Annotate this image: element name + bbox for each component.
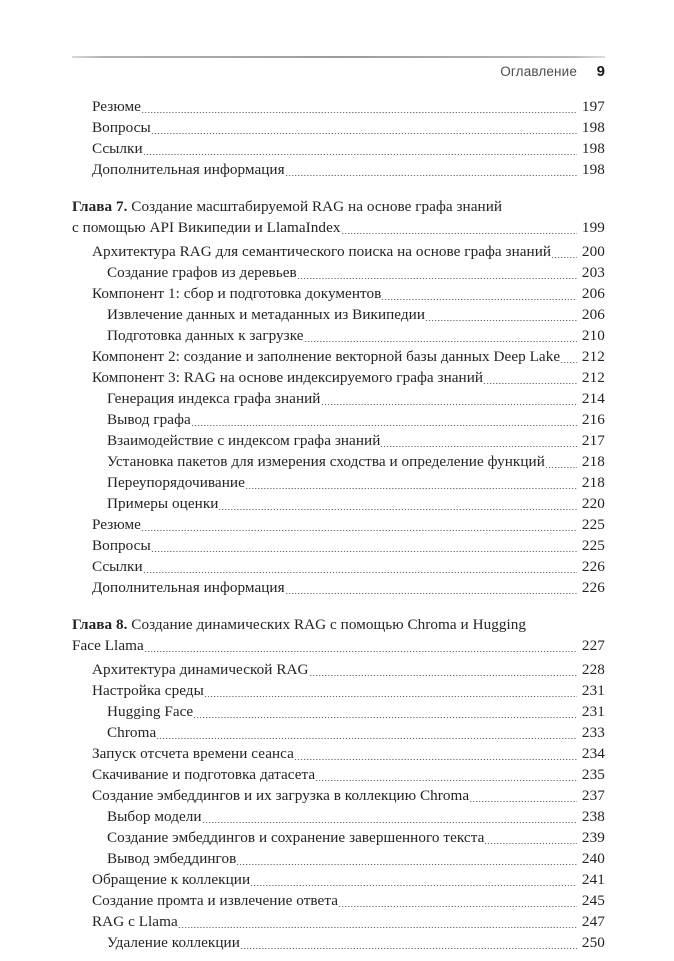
dot-leader	[178, 927, 577, 928]
toc-entry-label: Face Llama	[72, 637, 144, 654]
toc-entry-page-number: 231	[581, 682, 605, 699]
toc-entry[interactable]	[0, 911, 674, 932]
toc-entry[interactable]	[0, 430, 674, 451]
toc-entry-label: Вопросы	[92, 119, 151, 136]
toc-entry[interactable]	[0, 304, 674, 325]
table-of-contents-list	[0, 96, 674, 953]
toc-entry-page-number: 198	[581, 140, 605, 157]
toc-entry-label: Вопросы	[92, 537, 151, 554]
dot-leader	[240, 948, 577, 949]
dot-leader	[341, 233, 577, 234]
toc-entry-label: Создание эмбеддингов и сохранение завершенного текста	[107, 829, 485, 846]
toc-entry[interactable]	[0, 409, 674, 430]
toc-entry-page-number: 218	[581, 474, 605, 491]
toc-chapter-entry[interactable]	[0, 635, 674, 656]
dot-leader	[469, 801, 577, 802]
toc-entry-label	[72, 614, 526, 635]
toc-entry[interactable]	[0, 577, 674, 598]
toc-entry-page-number: 218	[581, 453, 605, 470]
dot-leader	[321, 404, 578, 405]
header-divider	[72, 56, 605, 58]
toc-entry[interactable]	[0, 827, 674, 848]
toc-entry-page-number: 245	[581, 892, 605, 909]
toc-entry-page-number: 198	[581, 119, 605, 136]
toc-entry-page-number: 216	[581, 411, 605, 428]
dot-leader	[144, 651, 577, 652]
dot-leader	[236, 864, 577, 865]
folio-page-number: 9	[596, 63, 605, 80]
toc-entry-label: Ссылки	[92, 140, 143, 157]
dot-leader	[545, 467, 577, 468]
toc-entry-label: Примеры оценки	[107, 495, 219, 512]
toc-entry-page-number: 217	[581, 432, 605, 449]
toc-entry-page-number: 237	[581, 787, 605, 804]
section-spacer	[0, 598, 674, 614]
toc-entry-label: Ссылки	[92, 558, 143, 575]
toc-entry-page-number: 199	[581, 219, 605, 236]
toc-entry-label: Создание графов из деревьев	[107, 264, 297, 281]
toc-entry[interactable]	[0, 556, 674, 577]
toc-entry-page-number: 225	[581, 516, 605, 533]
toc-entry-page-number: 225	[581, 537, 605, 554]
toc-entry[interactable]	[0, 283, 674, 304]
dot-leader	[297, 278, 577, 279]
toc-entry-label: Запуск отсчета времени сеанса	[92, 745, 294, 762]
toc-entry-page-number: 235	[581, 766, 605, 783]
running-head	[72, 52, 605, 86]
dot-leader	[381, 299, 577, 300]
toc-entry-label: Вывод эмбеддингов	[107, 850, 237, 867]
toc-entry[interactable]	[0, 659, 674, 680]
toc-entry-label: Вывод графа	[107, 411, 191, 428]
dot-leader	[304, 341, 577, 342]
toc-entry-label: Обращение к коллекции	[92, 871, 251, 888]
toc-entry-page-number: 247	[581, 913, 605, 930]
dot-leader	[294, 759, 577, 760]
toc-entry-label: Дополнительная информация	[92, 161, 285, 178]
toc-entry[interactable]	[0, 451, 674, 472]
toc-entry-label: Резюме	[92, 98, 141, 115]
toc-entry-label: Резюме	[92, 516, 141, 533]
toc-entry-label: Взаимодействие с индексом графа знаний	[107, 432, 381, 449]
running-head-title: Оглавление	[500, 64, 577, 79]
toc-entry-label: Переупорядочивание	[107, 474, 245, 491]
toc-entry-page-number: 231	[581, 703, 605, 720]
toc-entry[interactable]	[0, 932, 674, 953]
toc-entry-label: Скачивание и подготовка датасета	[92, 766, 316, 783]
toc-entry-label: Настройка среды	[92, 682, 204, 699]
toc-entry-label: Компонент 1: сбор и подготовка документов	[92, 285, 382, 302]
toc-entry-label: Создание промта и извлечение ответа	[92, 892, 339, 909]
toc-entry[interactable]	[0, 262, 674, 283]
dot-leader	[202, 822, 577, 823]
toc-entry-page-number: 206	[581, 306, 605, 323]
toc-entry[interactable]	[0, 96, 674, 117]
dot-leader	[191, 425, 577, 426]
running-head-line	[500, 63, 605, 80]
toc-entry[interactable]	[0, 743, 674, 764]
dot-leader	[484, 843, 577, 844]
toc-entry-label: Chroma	[107, 724, 157, 741]
dot-leader	[425, 320, 577, 321]
toc-entry-label: Извлечение данных и метаданных из Википедии	[107, 306, 426, 323]
toc-entry-page-number: 234	[581, 745, 605, 762]
toc-entry-page-number: 227	[581, 637, 605, 654]
toc-entry[interactable]	[0, 722, 674, 743]
toc-entry-label: с помощью API Википедии и LlamaIndex	[72, 219, 341, 236]
dot-leader	[285, 593, 577, 594]
toc-chapter-title-text: Создание динамических RAG с помощью Chroma и Hugging	[127, 616, 527, 633]
toc-entry[interactable]	[0, 785, 674, 806]
toc-entry-label: Компонент 3: RAG на основе индексируемого графа знаний	[92, 369, 484, 386]
toc-chapter-title-line[interactable]	[0, 196, 674, 217]
toc-entry-page-number: 241	[581, 871, 605, 888]
toc-entry-label: RAG с Llama	[92, 913, 178, 930]
toc-entry[interactable]	[0, 159, 674, 180]
toc-entry[interactable]	[0, 493, 674, 514]
section-spacer	[0, 180, 674, 196]
toc-entry-page-number: 226	[581, 558, 605, 575]
dot-leader	[156, 738, 577, 739]
toc-entry-label: Создание эмбеддингов и их загрузка в коллекцию Chroma	[92, 787, 470, 804]
toc-entry-page-number: 212	[581, 369, 605, 386]
toc-entry[interactable]	[0, 388, 674, 409]
toc-entry[interactable]	[0, 680, 674, 701]
dot-leader	[560, 362, 577, 363]
toc-entry[interactable]	[0, 514, 674, 535]
toc-chapter-title-line[interactable]	[0, 614, 674, 635]
toc-entry[interactable]	[0, 764, 674, 785]
toc-entry-page-number: 250	[581, 934, 605, 951]
toc-entry-page-number: 210	[581, 327, 605, 344]
toc-entry-page-number: 228	[581, 661, 605, 678]
toc-entry[interactable]	[0, 346, 674, 367]
dot-leader	[245, 488, 577, 489]
toc-entry-label: Архитектура динамической RAG	[92, 661, 309, 678]
dot-leader	[218, 509, 577, 510]
toc-entry[interactable]	[0, 848, 674, 869]
toc-chapter-title-text: Создание масштабируемой RAG на основе графа знаний	[127, 198, 503, 215]
toc-chapter-entry[interactable]	[0, 217, 674, 238]
toc-entry-label: Выбор модели	[107, 808, 202, 825]
dot-leader	[483, 383, 577, 384]
toc-entry-label: Hugging Face	[107, 703, 194, 720]
toc-entry[interactable]	[0, 890, 674, 911]
toc-entry-page-number: 220	[581, 495, 605, 512]
toc-entry[interactable]	[0, 325, 674, 346]
toc-entry-page-number: 238	[581, 808, 605, 825]
toc-entry-page-number: 226	[581, 579, 605, 596]
toc-entry-page-number: 200	[581, 243, 605, 260]
dot-leader	[193, 717, 577, 718]
toc-entry[interactable]	[0, 138, 674, 159]
dot-leader	[151, 551, 577, 552]
toc-entry-page-number: 214	[581, 390, 605, 407]
toc-entry-label: Архитектура RAG для семантического поиска на основе графа знаний	[92, 243, 552, 260]
toc-entry[interactable]	[0, 701, 674, 722]
toc-entry-label: Дополнительная информация	[92, 579, 285, 596]
dot-leader	[338, 906, 577, 907]
toc-entry-label	[72, 196, 502, 217]
toc-entry[interactable]	[0, 806, 674, 827]
toc-entry-page-number: 206	[581, 285, 605, 302]
dot-leader	[285, 175, 577, 176]
toc-entry[interactable]	[0, 367, 674, 388]
toc-entry-label: Удаление коллекции	[107, 934, 240, 951]
toc-entry-page-number: 197	[581, 98, 605, 115]
toc-entry-label: Подготовка данных к загрузке	[107, 327, 304, 344]
toc-entry-page-number: 203	[581, 264, 605, 281]
toc-chapter-prefix: Глава 7.	[72, 198, 128, 215]
dot-leader	[551, 257, 577, 258]
dot-leader	[151, 133, 577, 134]
dot-leader	[141, 530, 577, 531]
toc-entry-label: Установка пакетов для измерения сходства и определение функций	[107, 453, 545, 470]
toc-entry-label: Компонент 2: создание и заполнение векторной базы данных Deep Lake	[92, 348, 561, 365]
toc-entry-page-number: 240	[581, 850, 605, 867]
toc-entry-label: Генерация индекса графа знаний	[107, 390, 321, 407]
dot-leader	[315, 780, 577, 781]
dot-leader	[204, 696, 577, 697]
toc-entry[interactable]	[0, 869, 674, 890]
toc-entry[interactable]	[0, 472, 674, 493]
toc-entry[interactable]	[0, 535, 674, 556]
dot-leader	[143, 154, 577, 155]
toc-entry-page-number: 239	[581, 829, 605, 846]
dot-leader	[309, 675, 577, 676]
dot-leader	[143, 572, 577, 573]
toc-chapter-prefix: Глава 8.	[72, 616, 128, 633]
dot-leader	[380, 446, 577, 447]
toc-entry[interactable]	[0, 241, 674, 262]
toc-entry-page-number: 233	[581, 724, 605, 741]
dot-leader	[250, 885, 577, 886]
dot-leader	[141, 112, 577, 113]
toc-entry-page-number: 212	[581, 348, 605, 365]
toc-entry-page-number: 198	[581, 161, 605, 178]
toc-entry[interactable]	[0, 117, 674, 138]
